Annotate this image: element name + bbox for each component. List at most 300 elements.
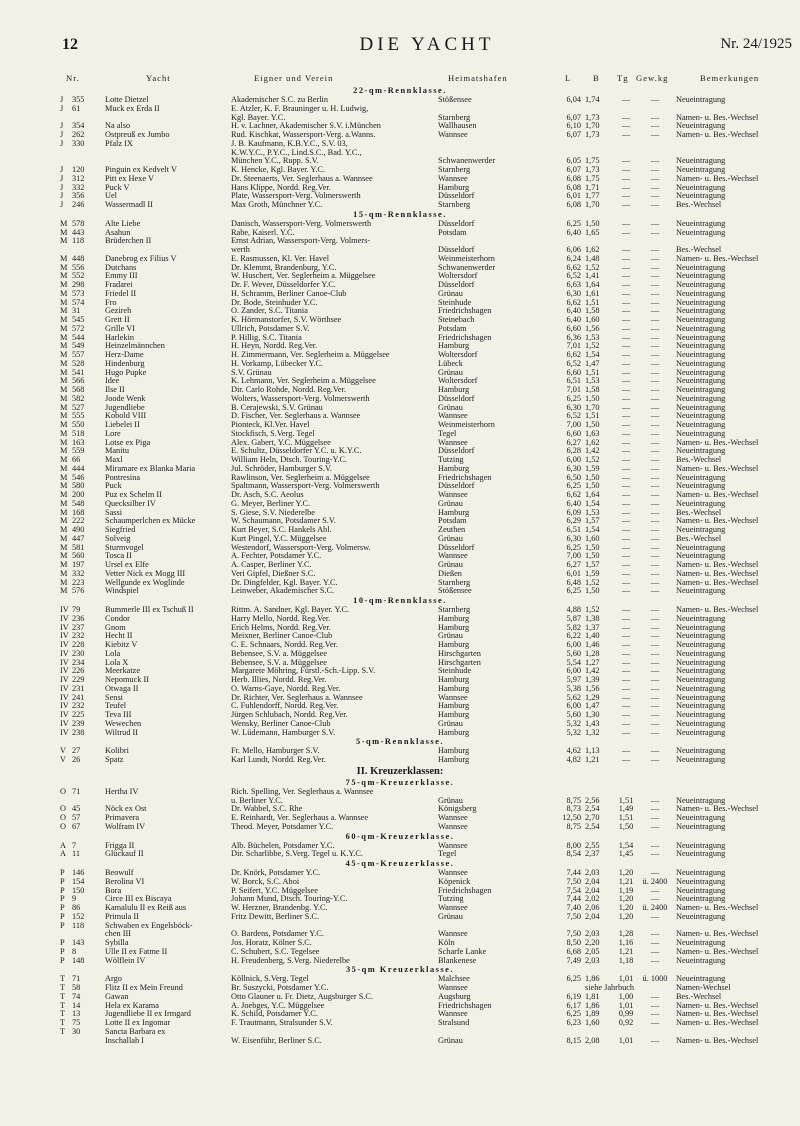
- sail-number: 143: [72, 938, 85, 947]
- weight: —: [650, 95, 660, 104]
- draught: —: [621, 640, 631, 649]
- class-letter: IV: [60, 613, 69, 623]
- draught: 1,19: [618, 885, 634, 895]
- home-port: Köpenick: [438, 876, 471, 886]
- page-header: [62, 34, 792, 58]
- home-port: Wannsee: [438, 437, 468, 447]
- yacht-name: Lotte Dietzel: [105, 95, 149, 104]
- owner-club: F. Trautmann, Stralsunder S.V.: [231, 1018, 333, 1027]
- draught: 1,21: [618, 876, 634, 886]
- owner-club: W. Schaumann, Potsdamer S.V.: [231, 516, 336, 526]
- beam: 1,58: [585, 306, 600, 316]
- draught: —: [621, 525, 631, 534]
- sail-number: 573: [72, 288, 85, 298]
- remark: Neueintragung: [676, 297, 726, 307]
- yacht-name: Schwaben ex Engelsböck-: [105, 920, 193, 930]
- length: 8,15: [566, 1035, 581, 1045]
- home-port: Woltersdorf: [438, 376, 478, 386]
- class-letter: IV: [60, 683, 69, 693]
- home-port: Malchsee: [438, 974, 470, 984]
- yacht-name: Heinzelmännchen: [105, 341, 165, 351]
- draught: —: [621, 481, 631, 491]
- draught: 1,20: [618, 903, 634, 912]
- beam: 2,05: [585, 946, 600, 956]
- sail-number: 448: [72, 253, 85, 263]
- length: 6,06: [566, 245, 581, 254]
- length: 6,62: [566, 350, 581, 359]
- sail-number: 237: [72, 622, 85, 632]
- owner-club: E. Reinhardt, Ver. Seglerhaus a. Wannsee: [231, 813, 369, 822]
- beam: 1,50: [585, 420, 600, 429]
- col-header-owner: Eigner und Verein: [254, 73, 334, 83]
- length: 6,51: [566, 376, 581, 386]
- owner-club: E. Schultz, Düsseldorfer Y.C. u. K.Y.C.: [231, 446, 362, 456]
- length: 6,62: [566, 262, 581, 272]
- remark: Namen- u. Bes.-Wechsel: [676, 1009, 759, 1019]
- draught: —: [621, 200, 631, 209]
- owner-club: P. Seifert, Y.C. Müggelsee: [231, 885, 318, 895]
- weight: —: [650, 542, 660, 552]
- remark: Neueintragung: [676, 648, 726, 658]
- home-port: Augsburg: [438, 991, 471, 1001]
- class-letter: J: [60, 191, 64, 201]
- home-port: Grünau: [438, 498, 463, 508]
- home-port: Hamburg: [438, 463, 470, 473]
- weight: —: [650, 568, 660, 578]
- yacht-name: Ulle II ex Fatme II: [105, 946, 168, 956]
- weight: —: [650, 463, 660, 473]
- draught: 1,45: [618, 849, 634, 859]
- weight: —: [650, 280, 660, 289]
- weight: —: [650, 332, 660, 342]
- home-port: Wannsee: [438, 1009, 468, 1019]
- sail-number: 443: [72, 227, 85, 237]
- class-letter: A: [60, 849, 66, 859]
- owner-club: K. Hencke, Kgl. Bayer. Y.C.: [231, 165, 326, 174]
- weight: —: [650, 358, 660, 368]
- yacht-name: Dutchans: [105, 262, 137, 272]
- class-letter: J: [60, 121, 64, 131]
- length: 7,40: [566, 903, 581, 912]
- sail-number: 298: [72, 280, 85, 289]
- beam: 2,54: [585, 821, 600, 831]
- sail-number: 197: [72, 560, 85, 569]
- draught: —: [621, 605, 631, 614]
- length: 6,25: [566, 974, 581, 984]
- sail-number: 26: [72, 755, 81, 764]
- home-port: Dießen: [438, 568, 462, 578]
- beam: 1,62: [585, 437, 600, 447]
- table-row: [0, 957, 800, 966]
- remark: Bes.-Wechsel: [676, 533, 722, 543]
- remark: Namen- u. Bes.-Wechsel: [676, 253, 759, 263]
- draught: —: [621, 446, 631, 456]
- class-heading: 22-qm-Rennklasse.: [353, 86, 447, 95]
- sail-number: 262: [72, 130, 85, 139]
- yacht-name: Ursel ex Elfe: [105, 560, 149, 569]
- beam: 1,52: [585, 577, 600, 587]
- sail-number: 168: [72, 507, 85, 517]
- home-port: Grünau: [438, 533, 463, 543]
- beam: 1,53: [585, 332, 600, 342]
- owner-club: Harry Mello, Nordd. Reg.Ver.: [231, 613, 331, 623]
- yacht-name: Meerkatze: [105, 666, 141, 676]
- owner-club: Wensky, Berliner Canoe-Club: [231, 718, 331, 728]
- sail-number: 566: [72, 376, 85, 386]
- remark: Namen- u. Bes.-Wechsel: [676, 112, 759, 122]
- magazine-title: DIE YACHT: [359, 34, 495, 55]
- sail-number: 528: [72, 358, 85, 368]
- col-header-remarks: Bemerkungen: [700, 73, 760, 83]
- table-row: [0, 850, 800, 859]
- length: 6,62: [566, 297, 581, 307]
- weight: —: [650, 437, 660, 447]
- home-port: Düsseldorf: [438, 245, 475, 254]
- owner-club: Jul. Schröder, Hamburger S.V.: [231, 463, 332, 473]
- owner-club: A. Fechter, Potsdamer Y.C.: [231, 551, 322, 561]
- beam: 1,86: [585, 974, 600, 984]
- length: 6,27: [566, 437, 581, 447]
- sail-number: 79: [72, 605, 81, 614]
- beam: 1,81: [585, 991, 600, 1001]
- yacht-name: Gawan: [105, 991, 129, 1001]
- col-header-l: L: [565, 73, 572, 83]
- yacht-name: Wiltrud II: [105, 727, 139, 737]
- sail-number: 550: [72, 420, 85, 429]
- beam: 1,54: [585, 525, 600, 534]
- yacht-name: Wewechen: [105, 718, 142, 728]
- class-letter: M: [60, 551, 68, 561]
- length: 7,49: [566, 955, 581, 965]
- yacht-name: Liebelei II: [105, 420, 140, 429]
- owner-club: Köllnick, S.Verg. Tegel: [231, 974, 309, 984]
- owner-club: Leinweber, Akademischer S.C.: [231, 586, 335, 596]
- sail-number: 582: [72, 393, 85, 403]
- sail-number: 148: [72, 955, 85, 965]
- class-letter: IV: [60, 640, 69, 649]
- class-letter: P: [60, 920, 65, 930]
- length: 6,07: [566, 165, 581, 174]
- remark: Neueintragung: [676, 165, 726, 174]
- owner-club: Veri Gipfel, Dießner S.C.: [231, 568, 316, 578]
- sail-number: 8: [72, 946, 77, 956]
- draught: —: [621, 402, 631, 412]
- remark: Neueintragung: [676, 367, 726, 377]
- owner-club: K. Lehmann, Ver. Seglerheim a. Müggelsee: [231, 376, 376, 386]
- home-port: Hirschgarten: [438, 657, 481, 667]
- yacht-name: Fro: [105, 297, 117, 307]
- weight: —: [650, 1035, 660, 1045]
- home-port: Wannsee: [438, 821, 468, 831]
- length: 6,40: [566, 227, 581, 237]
- owner-club: Dr. F. Wever, Düsseldorfer Y.C.: [231, 280, 336, 289]
- owner-club: Hans Klippe, Nordd. Reg.Ver.: [231, 182, 331, 192]
- remark: Namen- u. Bes.-Wechsel: [676, 946, 759, 956]
- yacht-register-table: [0, 86, 800, 1045]
- draught: 1,20: [618, 911, 634, 921]
- remark: Bes.-Wechsel: [676, 245, 722, 254]
- length: 6,19: [566, 991, 581, 1001]
- home-port: Starnberg: [438, 165, 471, 174]
- home-port: Wannsee: [438, 173, 468, 183]
- owner-club: Dr. Wabbel, S.C. Rhe: [231, 804, 303, 814]
- yacht-name: Muck ex Erda II: [105, 103, 160, 113]
- yacht-name: Argo: [105, 974, 122, 984]
- remark: Neueintragung: [676, 586, 726, 596]
- class-letter: M: [60, 350, 68, 359]
- owner-club: Westendorf, Wassersport-Verg. Volmersw.: [231, 542, 371, 552]
- sail-number: 312: [72, 173, 85, 183]
- owner-club: Dr. Asch, S.C. Aeolus: [231, 490, 304, 499]
- draught: —: [621, 130, 631, 139]
- sail-number: 74: [72, 991, 81, 1001]
- home-port: Wannsee: [438, 868, 468, 877]
- owner-club: H. v. Lachner, Akademischer S.V. i.München: [231, 121, 381, 131]
- home-port: Stößensee: [438, 586, 472, 596]
- beam: 1,42: [585, 446, 600, 456]
- owner-club: H. Zimmermann, Ver. Seglerheim a. Müggelsee: [231, 350, 390, 359]
- draught: —: [621, 586, 631, 596]
- yacht-name: Brüderchen II: [105, 236, 152, 246]
- owner-club: Rich. Spelling, Ver. Seglerhaus a. Wannsee: [231, 786, 374, 796]
- beam: 1,52: [585, 455, 600, 464]
- owner-club: O. Warns-Gaye, Nordd. Reg.Ver.: [231, 683, 341, 693]
- weight: —: [650, 746, 660, 756]
- weight: —: [650, 227, 660, 237]
- owner-club: O. Zander, S.C. Titania: [231, 306, 308, 316]
- draught: —: [621, 165, 631, 174]
- sail-number: 61: [72, 103, 81, 113]
- yacht-name: Sturmvogel: [105, 542, 144, 552]
- remark: Neueintragung: [676, 332, 726, 342]
- beam: 1,50: [585, 542, 600, 552]
- home-port: Düsseldorf: [438, 542, 475, 552]
- owner-club: u. Berliner Y.C.: [231, 795, 283, 805]
- length: 6,00: [566, 455, 581, 464]
- draught: 0,92: [618, 1018, 634, 1027]
- owner-club: W. Herzner, Brandenbg. Y.C.: [231, 903, 328, 912]
- owner-club: Dr. Steenaerts, Ver. Seglerhaus a. Wannsee: [231, 173, 373, 183]
- owner-club: W. Eisenführ, Berliner S.C.: [231, 1035, 322, 1045]
- beam: 1,53: [585, 376, 600, 386]
- class-letter: P: [60, 868, 65, 877]
- remark: Neueintragung: [676, 683, 726, 693]
- owner-club: S.V. Grünau: [231, 367, 272, 377]
- yacht-name: Puz ex Schelm II: [105, 490, 162, 499]
- weight: —: [650, 605, 660, 614]
- owner-club: Rittm. A. Sandner, Kgl. Bayer. Y.C.: [231, 605, 350, 614]
- beam: 1,39: [585, 675, 600, 684]
- weight: —: [650, 350, 660, 359]
- yacht-name: Berolina VI: [105, 876, 145, 886]
- draught: —: [621, 341, 631, 351]
- beam: 1,57: [585, 560, 600, 569]
- draught: —: [621, 218, 631, 228]
- yacht-name: Windspiel: [105, 586, 139, 596]
- class-letter: P: [60, 903, 65, 912]
- class-letter: M: [60, 218, 68, 228]
- length: 6,40: [566, 498, 581, 508]
- home-port: Woltersdorf: [438, 271, 478, 281]
- remark: Neueintragung: [676, 191, 726, 201]
- weight: —: [650, 402, 660, 412]
- col-header-weight: Gew.kg: [636, 73, 669, 83]
- yacht-name: Gnom: [105, 622, 126, 632]
- length: 6,25: [566, 542, 581, 552]
- length: 6,60: [566, 323, 581, 333]
- length: 6,68: [566, 946, 581, 956]
- length: 6,60: [566, 428, 581, 438]
- yacht-name: Manitu: [105, 446, 129, 456]
- beam: 1,73: [585, 165, 600, 174]
- draught: —: [621, 95, 631, 104]
- yacht-name: Kiebitz V: [105, 640, 138, 649]
- weight: —: [650, 718, 660, 728]
- home-port: Hamburg: [438, 385, 470, 394]
- sail-number: 234: [72, 657, 85, 667]
- yacht-name: Lotte II ex Ingomar: [105, 1018, 171, 1027]
- remark: Neueintragung: [676, 849, 726, 859]
- remark: Bes.-Wechsel: [676, 200, 722, 209]
- owner-club: Max Groth, Münchner Y.C.: [231, 200, 323, 209]
- sail-number: 559: [72, 446, 85, 456]
- draught: —: [621, 393, 631, 403]
- draught: —: [621, 533, 631, 543]
- length: 6,30: [566, 463, 581, 473]
- beam: 1,61: [585, 288, 600, 298]
- beam: 2,20: [585, 938, 600, 947]
- class-letter: J: [60, 130, 64, 139]
- class-letter: P: [60, 955, 65, 965]
- remark: Neueintragung: [676, 542, 726, 552]
- draught: —: [621, 245, 631, 254]
- sail-number: 71: [72, 974, 81, 984]
- beam: 1,63: [585, 428, 600, 438]
- class-letter: M: [60, 402, 68, 412]
- home-port: Hamburg: [438, 710, 470, 719]
- owner-club: werth: [231, 245, 250, 254]
- weight: —: [650, 262, 660, 272]
- beam: 2,56: [585, 795, 600, 805]
- length: 5,60: [566, 710, 581, 719]
- home-port: Schwanenwerder: [438, 262, 496, 272]
- owner-club: Kurt Pingel, Y.C. Müggelsee: [231, 533, 327, 543]
- class-letter: IV: [60, 701, 69, 711]
- length: 6,30: [566, 402, 581, 412]
- home-port: Potsdam: [438, 516, 467, 526]
- beam: 1,75: [585, 173, 600, 183]
- owner-club: W. Lüdemann, Hamburger S.V.: [231, 727, 336, 737]
- owner-club: Erich Helms, Nordd. Reg.Ver.: [231, 622, 331, 632]
- remark: Namen- u. Bes.-Wechsel: [676, 130, 759, 139]
- home-port: Woltersdorf: [438, 350, 478, 359]
- owner-club: C. Fuhlendorff, Nordd. Reg.Ver.: [231, 701, 339, 711]
- draught: 0,99: [618, 1009, 634, 1019]
- length: 6,24: [566, 253, 581, 263]
- beam: 1,46: [585, 640, 600, 649]
- home-port: Steinhude: [438, 666, 472, 676]
- draught: —: [621, 516, 631, 526]
- beam: 2,37: [585, 849, 600, 859]
- weight: —: [650, 640, 660, 649]
- draught: —: [621, 227, 631, 237]
- yacht-name: Glückauf II: [105, 849, 144, 859]
- home-port: Düsseldorf: [438, 218, 475, 228]
- owner-club: Johann Mund, Dtsch. Touring-Y.C.: [231, 894, 348, 904]
- draught: —: [621, 297, 631, 307]
- length: 8,00: [566, 840, 581, 850]
- beam: 2,70: [585, 813, 600, 822]
- owner-club: Dr. Knörk, Potsdamer Y.C.: [231, 868, 321, 877]
- class-letter: M: [60, 271, 68, 281]
- home-port: Hamburg: [438, 701, 470, 711]
- length: 6,29: [566, 516, 581, 526]
- owner-club: Jürgen Schlubach, Nordd. Reg.Ver.: [231, 710, 348, 719]
- class-heading: 10-qm-Rennklasse.: [353, 596, 447, 605]
- remark: Neueintragung: [676, 411, 726, 421]
- weight: —: [650, 271, 660, 281]
- owner-club: Bebensee, S.V. a. Müggelsee: [231, 648, 327, 658]
- sail-number: 246: [72, 200, 85, 209]
- owner-club: Rabe, Kaiserl. Y.C.: [231, 227, 295, 237]
- sail-number: 236: [72, 613, 85, 623]
- draught: —: [621, 692, 631, 702]
- remark: Namen- u. Bes.-Wechsel: [676, 463, 759, 473]
- home-port: Wannsee: [438, 813, 468, 822]
- table-row: [0, 1037, 800, 1046]
- remark: Namen- u. Bes.-Wechsel: [676, 903, 759, 912]
- beam: 1,30: [585, 710, 600, 719]
- beam: 1,41: [585, 271, 600, 281]
- sail-number: 354: [72, 121, 85, 131]
- beam: 1,77: [585, 191, 600, 201]
- owner-club: Br. Suszycki, Potsdamer Y.C.: [231, 983, 329, 992]
- home-port: Tegel: [438, 849, 457, 859]
- draught: —: [621, 323, 631, 333]
- sail-number: 57: [72, 813, 81, 822]
- beam: 1,53: [585, 507, 600, 517]
- sail-number: 120: [72, 165, 85, 174]
- sail-number: 447: [72, 533, 85, 543]
- yacht-name: Pinguin ex Kedvelt V: [105, 165, 177, 174]
- remark: Namen- u. Bes.-Wechsel: [676, 605, 759, 614]
- beam: 1,54: [585, 498, 600, 508]
- yacht-name: Puck: [105, 481, 122, 491]
- owner-club: K.W.Y.C., P.Y.C., Lind.S.C., Bad. Y.C.,: [231, 147, 362, 157]
- sail-number: 548: [72, 498, 85, 508]
- remark: Namen- u. Bes.-Wechsel: [676, 437, 759, 447]
- home-port: Düsseldorf: [438, 446, 475, 456]
- sail-number: 549: [72, 341, 85, 351]
- table-row: [0, 729, 800, 738]
- home-port: Hamburg: [438, 613, 470, 623]
- remark: Neueintragung: [676, 675, 726, 684]
- draught: 1,51: [618, 813, 634, 822]
- class-letter: J: [60, 173, 64, 183]
- sail-number: 27: [72, 746, 81, 756]
- draught: 1,28: [618, 929, 634, 939]
- draught: —: [621, 358, 631, 368]
- beam: 1,65: [585, 227, 600, 237]
- draught: —: [621, 350, 631, 359]
- beam: 2,55: [585, 840, 600, 850]
- weight: —: [650, 385, 660, 394]
- weight: —: [650, 946, 660, 956]
- draught: —: [621, 173, 631, 183]
- length: 6,36: [566, 332, 581, 342]
- draught: —: [621, 727, 631, 737]
- beam: 2,04: [585, 885, 600, 895]
